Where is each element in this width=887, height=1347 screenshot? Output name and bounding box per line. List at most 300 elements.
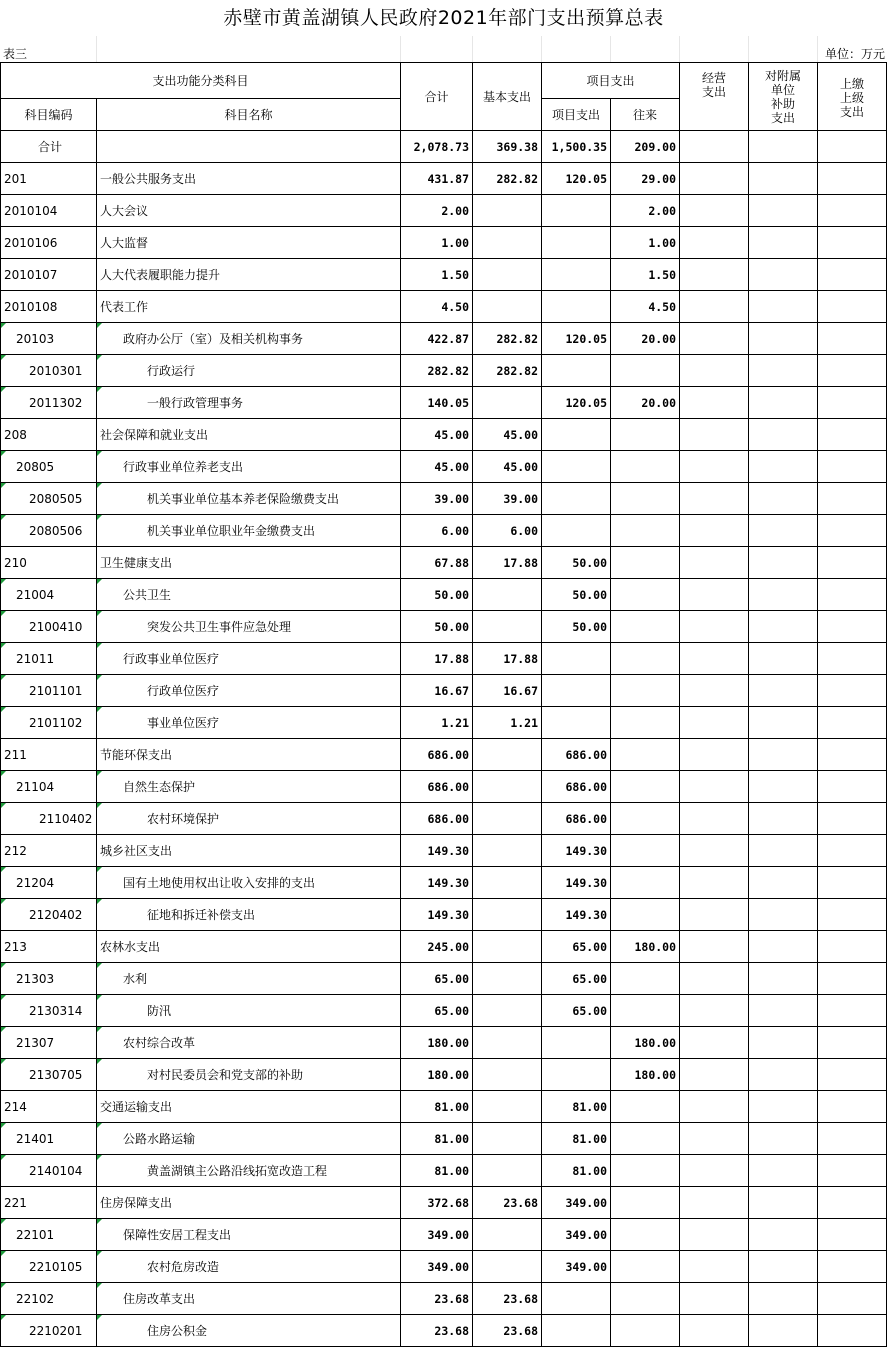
- row-total: 180.00: [401, 1059, 473, 1091]
- row-project: 81.00: [542, 1155, 611, 1187]
- row-upper: [818, 803, 887, 835]
- row-subsidy: [749, 1027, 818, 1059]
- table-row: [1, 291, 887, 323]
- row-name: 对村民委员会和党支部的补助: [97, 1059, 401, 1091]
- table-row: [1, 451, 887, 483]
- row-basic: [473, 835, 542, 867]
- row-transfer: [611, 451, 680, 483]
- row-operating: [680, 1219, 749, 1251]
- row-operating: [680, 995, 749, 1027]
- row-project: [542, 675, 611, 707]
- row-basic: [473, 899, 542, 931]
- row-total: 2.00: [401, 195, 473, 227]
- row-basic: 282.82: [473, 163, 542, 195]
- row-code: 2010108: [1, 291, 97, 323]
- page-title: 赤壁市黄盖湖镇人民政府2021年部门支出预算总表: [223, 7, 664, 29]
- row-basic: 17.88: [473, 643, 542, 675]
- row-project: [542, 1283, 611, 1315]
- row-basic: 282.82: [473, 323, 542, 355]
- row-transfer: 180.00: [611, 1059, 680, 1091]
- row-operating: [680, 1315, 749, 1347]
- row-operating: [680, 867, 749, 899]
- row-basic: 23.68: [473, 1283, 542, 1315]
- row-code: 合计: [1, 131, 97, 163]
- row-upper: [818, 995, 887, 1027]
- row-code: 22101: [1, 1219, 97, 1251]
- row-subsidy: [749, 995, 818, 1027]
- row-basic: [473, 1091, 542, 1123]
- row-total: 422.87: [401, 323, 473, 355]
- header-func-group: 支出功能分类科目: [1, 63, 401, 99]
- table-row: [1, 1123, 887, 1155]
- row-upper: [818, 259, 887, 291]
- row-code: 2210201: [1, 1315, 97, 1347]
- row-transfer: [611, 739, 680, 771]
- row-basic: 45.00: [473, 451, 542, 483]
- row-upper: [818, 227, 887, 259]
- row-transfer: [611, 675, 680, 707]
- table-row: [1, 387, 887, 419]
- row-basic: 39.00: [473, 483, 542, 515]
- row-project: [542, 419, 611, 451]
- row-code: 201: [1, 163, 97, 195]
- row-basic: [473, 387, 542, 419]
- grid-line: [748, 36, 749, 62]
- header-project: 项目支出: [542, 99, 611, 131]
- row-transfer: [611, 899, 680, 931]
- row-operating: [680, 451, 749, 483]
- row-subsidy: [749, 131, 818, 163]
- row-transfer: [611, 579, 680, 611]
- table-row: [1, 323, 887, 355]
- row-basic: 23.68: [473, 1187, 542, 1219]
- row-code: 2101102: [1, 707, 97, 739]
- row-subsidy: [749, 259, 818, 291]
- table-row: [1, 643, 887, 675]
- row-project: 1,500.35: [542, 131, 611, 163]
- row-basic: [473, 1123, 542, 1155]
- table-row: [1, 995, 887, 1027]
- table-row: [1, 931, 887, 963]
- row-name: 公共卫生: [97, 579, 401, 611]
- row-code: 20103: [1, 323, 97, 355]
- row-basic: [473, 739, 542, 771]
- table-row: [1, 1091, 887, 1123]
- row-name: 卫生健康支出: [97, 547, 401, 579]
- row-upper: [818, 323, 887, 355]
- row-code: 2010301: [1, 355, 97, 387]
- row-operating: [680, 1187, 749, 1219]
- row-transfer: [611, 643, 680, 675]
- row-transfer: 20.00: [611, 323, 680, 355]
- row-name: 一般行政管理事务: [97, 387, 401, 419]
- row-total: 6.00: [401, 515, 473, 547]
- row-operating: [680, 291, 749, 323]
- row-basic: [473, 291, 542, 323]
- row-total: 65.00: [401, 995, 473, 1027]
- table-row: [1, 419, 887, 451]
- row-subsidy: [749, 1251, 818, 1283]
- row-upper: [818, 195, 887, 227]
- row-project: [542, 707, 611, 739]
- row-transfer: [611, 771, 680, 803]
- row-project: [542, 515, 611, 547]
- row-upper: [818, 355, 887, 387]
- row-subsidy: [749, 227, 818, 259]
- row-name: 行政单位医疗: [97, 675, 401, 707]
- row-basic: [473, 931, 542, 963]
- row-upper: [818, 483, 887, 515]
- table-row: [1, 483, 887, 515]
- row-name: 一般公共服务支出: [97, 163, 401, 195]
- row-transfer: 20.00: [611, 387, 680, 419]
- header-transfer: 往来: [611, 99, 680, 131]
- row-subsidy: [749, 515, 818, 547]
- row-upper: [818, 579, 887, 611]
- row-project: [542, 451, 611, 483]
- row-project: [542, 1027, 611, 1059]
- row-code: 2010107: [1, 259, 97, 291]
- row-total: 1.50: [401, 259, 473, 291]
- row-code: 2130705: [1, 1059, 97, 1091]
- row-subsidy: [749, 1219, 818, 1251]
- row-basic: [473, 995, 542, 1027]
- row-subsidy: [749, 483, 818, 515]
- row-basic: 369.38: [473, 131, 542, 163]
- row-upper: [818, 611, 887, 643]
- row-basic: [473, 867, 542, 899]
- row-operating: [680, 611, 749, 643]
- unit-label: 单位：万元: [824, 47, 885, 61]
- row-name: 人大会议: [97, 195, 401, 227]
- row-operating: [680, 1123, 749, 1155]
- row-upper: [818, 931, 887, 963]
- row-code: 20805: [1, 451, 97, 483]
- row-upper: [818, 675, 887, 707]
- row-transfer: [611, 963, 680, 995]
- row-total: 180.00: [401, 1027, 473, 1059]
- row-subsidy: [749, 195, 818, 227]
- row-transfer: 209.00: [611, 131, 680, 163]
- row-code: 208: [1, 419, 97, 451]
- row-upper: [818, 771, 887, 803]
- row-operating: [680, 739, 749, 771]
- row-project: 65.00: [542, 995, 611, 1027]
- row-upper: [818, 515, 887, 547]
- row-total: 50.00: [401, 579, 473, 611]
- row-name: 征地和拆迁补偿支出: [97, 899, 401, 931]
- row-transfer: 4.50: [611, 291, 680, 323]
- row-name: 行政运行: [97, 355, 401, 387]
- row-project: 349.00: [542, 1251, 611, 1283]
- row-operating: [680, 1155, 749, 1187]
- row-project: [542, 291, 611, 323]
- row-basic: [473, 259, 542, 291]
- table-row: [1, 1219, 887, 1251]
- row-code: 2010104: [1, 195, 97, 227]
- row-name: 事业单位医疗: [97, 707, 401, 739]
- row-transfer: [611, 1155, 680, 1187]
- row-operating: [680, 963, 749, 995]
- row-transfer: [611, 995, 680, 1027]
- row-total: 431.87: [401, 163, 473, 195]
- row-basic: 282.82: [473, 355, 542, 387]
- row-code: 210: [1, 547, 97, 579]
- table-row: [1, 675, 887, 707]
- row-project: 149.30: [542, 899, 611, 931]
- row-total: 81.00: [401, 1155, 473, 1187]
- row-project: [542, 1315, 611, 1347]
- row-total: 45.00: [401, 451, 473, 483]
- grid-line: [400, 36, 401, 62]
- row-total: 140.05: [401, 387, 473, 419]
- row-upper: [818, 1283, 887, 1315]
- row-subsidy: [749, 835, 818, 867]
- row-code: 221: [1, 1187, 97, 1219]
- row-operating: [680, 707, 749, 739]
- row-total: 45.00: [401, 419, 473, 451]
- row-transfer: [611, 835, 680, 867]
- row-subsidy: [749, 611, 818, 643]
- row-upper: [818, 1187, 887, 1219]
- row-basic: 23.68: [473, 1315, 542, 1347]
- row-transfer: [611, 1219, 680, 1251]
- grid-line: [472, 36, 473, 62]
- row-total: 50.00: [401, 611, 473, 643]
- row-basic: [473, 803, 542, 835]
- row-project: 120.05: [542, 323, 611, 355]
- row-project: [542, 483, 611, 515]
- row-name: 住房改革支出: [97, 1283, 401, 1315]
- row-transfer: [611, 419, 680, 451]
- row-basic: 17.88: [473, 547, 542, 579]
- row-code: 22102: [1, 1283, 97, 1315]
- table-row: [1, 739, 887, 771]
- header-name: 科目名称: [97, 99, 401, 131]
- row-name: 突发公共卫生事件应急处理: [97, 611, 401, 643]
- table-row: [1, 1315, 887, 1347]
- row-upper: [818, 739, 887, 771]
- row-project: [542, 227, 611, 259]
- table-row: [1, 547, 887, 579]
- row-basic: 16.67: [473, 675, 542, 707]
- row-name: 农村环境保护: [97, 803, 401, 835]
- row-basic: [473, 1251, 542, 1283]
- row-total: 1.00: [401, 227, 473, 259]
- row-name: 政府办公厅（室）及相关机构事务: [97, 323, 401, 355]
- row-project: [542, 355, 611, 387]
- table-label: 表三: [3, 47, 28, 61]
- row-subsidy: [749, 1315, 818, 1347]
- row-code: 21204: [1, 867, 97, 899]
- row-operating: [680, 1091, 749, 1123]
- row-upper: [818, 547, 887, 579]
- row-project: 50.00: [542, 579, 611, 611]
- row-basic: [473, 227, 542, 259]
- header-operating: 经营 支出: [680, 63, 749, 131]
- row-name: 农村综合改革: [97, 1027, 401, 1059]
- row-transfer: [611, 547, 680, 579]
- row-operating: [680, 547, 749, 579]
- row-name: 保障性安居工程支出: [97, 1219, 401, 1251]
- row-total: 39.00: [401, 483, 473, 515]
- row-total: 2,078.73: [401, 131, 473, 163]
- row-total: 686.00: [401, 739, 473, 771]
- row-name: 黄盖湖镇主公路沿线拓宽改造工程: [97, 1155, 401, 1187]
- row-transfer: [611, 803, 680, 835]
- row-basic: [473, 611, 542, 643]
- row-code: 2101101: [1, 675, 97, 707]
- row-upper: [818, 707, 887, 739]
- row-total: 149.30: [401, 835, 473, 867]
- row-upper: [818, 643, 887, 675]
- row-subsidy: [749, 739, 818, 771]
- row-name: 水利: [97, 963, 401, 995]
- row-subsidy: [749, 771, 818, 803]
- row-transfer: [611, 611, 680, 643]
- row-operating: [680, 579, 749, 611]
- row-transfer: [611, 1315, 680, 1347]
- header-project-group: 项目支出: [542, 63, 680, 99]
- row-operating: [680, 387, 749, 419]
- row-code: 213: [1, 931, 97, 963]
- row-total: 81.00: [401, 1091, 473, 1123]
- row-name: 住房公积金: [97, 1315, 401, 1347]
- row-code: 2010106: [1, 227, 97, 259]
- row-code: 2011302: [1, 387, 97, 419]
- row-name: 自然生态保护: [97, 771, 401, 803]
- row-name: 人大代表履职能力提升: [97, 259, 401, 291]
- table-row: [1, 899, 887, 931]
- row-code: 2080505: [1, 483, 97, 515]
- row-project: 65.00: [542, 963, 611, 995]
- row-name: 城乡社区支出: [97, 835, 401, 867]
- row-upper: [818, 1091, 887, 1123]
- row-subsidy: [749, 547, 818, 579]
- row-transfer: [611, 707, 680, 739]
- row-basic: 6.00: [473, 515, 542, 547]
- grid-line: [96, 36, 97, 62]
- row-code: 21004: [1, 579, 97, 611]
- row-operating: [680, 355, 749, 387]
- grid-line: [541, 36, 542, 62]
- grid-line: [610, 36, 611, 62]
- row-code: 212: [1, 835, 97, 867]
- row-name: 社会保障和就业支出: [97, 419, 401, 451]
- row-code: 21011: [1, 643, 97, 675]
- row-upper: [818, 1315, 887, 1347]
- row-upper: [818, 163, 887, 195]
- row-code: 2120402: [1, 899, 97, 931]
- row-total: 81.00: [401, 1123, 473, 1155]
- table-row: [1, 1059, 887, 1091]
- row-name: 农林水支出: [97, 931, 401, 963]
- row-transfer: [611, 355, 680, 387]
- row-project: 149.30: [542, 867, 611, 899]
- row-code: 2100410: [1, 611, 97, 643]
- row-transfer: [611, 1251, 680, 1283]
- row-project: 65.00: [542, 931, 611, 963]
- row-operating: [680, 1251, 749, 1283]
- table-row: [1, 579, 887, 611]
- row-total: 4.50: [401, 291, 473, 323]
- row-code: 2210105: [1, 1251, 97, 1283]
- row-operating: [680, 1027, 749, 1059]
- row-project: 686.00: [542, 739, 611, 771]
- row-subsidy: [749, 803, 818, 835]
- row-total: 23.68: [401, 1315, 473, 1347]
- row-project: 349.00: [542, 1187, 611, 1219]
- table-row: [1, 1251, 887, 1283]
- table-row: [1, 163, 887, 195]
- row-transfer: 2.00: [611, 195, 680, 227]
- row-upper: [818, 1123, 887, 1155]
- row-project: [542, 259, 611, 291]
- row-project: 686.00: [542, 803, 611, 835]
- row-subsidy: [749, 163, 818, 195]
- row-name: 节能环保支出: [97, 739, 401, 771]
- row-upper: [818, 291, 887, 323]
- row-total: 17.88: [401, 643, 473, 675]
- row-transfer: [611, 867, 680, 899]
- row-code: 21401: [1, 1123, 97, 1155]
- row-code: 21307: [1, 1027, 97, 1059]
- row-project: 81.00: [542, 1091, 611, 1123]
- row-basic: [473, 1027, 542, 1059]
- row-basic: [473, 195, 542, 227]
- row-code: 2130314: [1, 995, 97, 1027]
- row-basic: [473, 1059, 542, 1091]
- row-transfer: [611, 1123, 680, 1155]
- row-upper: [818, 451, 887, 483]
- table-row: [1, 1187, 887, 1219]
- row-transfer: 1.50: [611, 259, 680, 291]
- grid-line: [679, 36, 680, 62]
- row-name: 农村危房改造: [97, 1251, 401, 1283]
- row-project: 149.30: [542, 835, 611, 867]
- row-upper: [818, 419, 887, 451]
- row-operating: [680, 643, 749, 675]
- row-transfer: 180.00: [611, 1027, 680, 1059]
- header-basic: 基本支出: [473, 63, 542, 131]
- row-total: 65.00: [401, 963, 473, 995]
- row-upper: [818, 387, 887, 419]
- row-project: [542, 643, 611, 675]
- row-code: 214: [1, 1091, 97, 1123]
- row-operating: [680, 163, 749, 195]
- row-operating: [680, 771, 749, 803]
- row-basic: [473, 1155, 542, 1187]
- row-upper: [818, 1059, 887, 1091]
- table-row: [1, 611, 887, 643]
- row-upper: [818, 1251, 887, 1283]
- row-name: 代表工作: [97, 291, 401, 323]
- table-row: [1, 1283, 887, 1315]
- row-upper: [818, 899, 887, 931]
- row-operating: [680, 195, 749, 227]
- row-operating: [680, 259, 749, 291]
- row-upper: [818, 835, 887, 867]
- row-operating: [680, 803, 749, 835]
- row-transfer: [611, 1187, 680, 1219]
- table-row: [1, 771, 887, 803]
- row-operating: [680, 227, 749, 259]
- row-operating: [680, 835, 749, 867]
- row-transfer: 29.00: [611, 163, 680, 195]
- row-subsidy: [749, 355, 818, 387]
- row-subsidy: [749, 899, 818, 931]
- row-transfer: [611, 483, 680, 515]
